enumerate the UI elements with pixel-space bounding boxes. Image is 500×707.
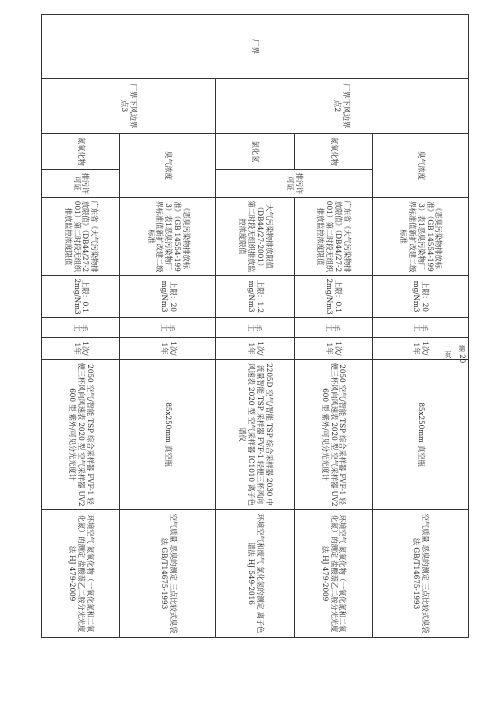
- frequency-cell: 1次/1年: [372, 338, 468, 360]
- location-cell: 厂界: [42, 15, 469, 79]
- rotated-table-wrapper: [41, 14, 469, 637]
- pollutant-cell: 氯化氢: [216, 134, 294, 170]
- standard-cell: 大气污染物排放限值（DB44/27-2001）第二时段无组织排放监控浓度限值: [216, 198, 294, 276]
- frequency-cell: 1次/1年: [216, 338, 294, 360]
- limit-cell: 上限：20mg/Nm3: [372, 276, 468, 318]
- mode-cell: 手工: [42, 318, 120, 338]
- frequency-cell: 1次/1年: [42, 338, 120, 360]
- mode-cell: 手工: [372, 318, 468, 338]
- permit-cell: 排污许可证: [42, 170, 120, 198]
- equipment-cell: 2205D 空气/智能 TSP 综合采样器 2030 中流量智能 TSP 采样器 FVF-1 轻便三杯风向风速表 2020 型 空气采样器 IC1010 离子色谱仪: [216, 360, 294, 510]
- limit-cell: 上限：1.2mg/Nm3: [216, 276, 294, 318]
- page-number: 第 20 页: [444, 344, 466, 364]
- point-cell: 厂界下风边界点3: [42, 79, 216, 134]
- limit-cell: 上限：0.12mg/Nm3: [294, 276, 372, 318]
- limit-cell: 上限：0.12mg/Nm3: [42, 276, 120, 318]
- method-cell: 环境空气 氮氧化物（一氧化氮和二氧化氮）的测定 盐酸萘乙二胺分光光度法 HJ 479-2009: [294, 510, 372, 638]
- standard-cell: 《恶臭污染物排放标准》（GB 14554-1993）表1恶臭污染物厂界标准值新扩改建二级标准: [372, 198, 468, 276]
- equipment-cell: 85x250mm 真空瓶: [120, 360, 216, 510]
- point-cell: 厂界下风边界点2: [216, 79, 469, 134]
- frequency-cell: 1次/1年: [294, 338, 372, 360]
- method-cell: 空气质量 恶臭的测定 三点比较式臭袋法 GB/T14675-1993: [120, 510, 216, 638]
- mode-cell: 手工: [216, 318, 294, 338]
- monitoring-table: [41, 14, 469, 638]
- standard-cell: 《恶臭污染物排放标准》（GB 14554-1993）表1恶臭污染物厂界标准值新扩改建二级标准: [120, 198, 216, 276]
- table-row: [372, 15, 468, 638]
- table-row: [120, 15, 216, 638]
- method-cell: 空气质量 恶臭的测定 三点比较式臭袋法 GB/T14675-1993: [372, 510, 468, 638]
- frequency-cell: 1次/1年: [120, 338, 216, 360]
- mode-cell: 手工: [294, 318, 372, 338]
- pollutant-cell: 臭气浓度: [372, 134, 468, 198]
- pollutant-cell: 氮氧化物: [294, 134, 372, 170]
- pollutant-cell: 氮氧化物: [42, 134, 120, 170]
- permit-cell: 排污许可证: [216, 170, 372, 198]
- limit-cell: 上限：20mg/Nm3: [120, 276, 216, 318]
- equipment-cell: 85x250mm 真空瓶: [372, 360, 468, 510]
- mode-cell: 手工: [120, 318, 216, 338]
- pollutant-cell: 臭气浓度: [120, 134, 216, 198]
- method-cell: 环境空气 氮氧化物（一氧化氮和二氧化氮）的测定 盐酸萘乙二胺分光光度法 HJ 479-2009: [42, 510, 120, 638]
- equipment-cell: 2050 空气/智能 TSP 综合采样器 FVF-1 轻便三杯风向风速表 2020 型 空气采样器 UV2600 型 紫外/可见分光光度计: [294, 360, 372, 510]
- standard-cell: 广东省《大气污染物排放限值》（DB44/27-2001）第二时段无组织排放监控浓度限值: [42, 198, 120, 276]
- equipment-cell: 2050 空气/智能 TSP 综合采样器 FVF-1 轻便三杯风向风速表 2020 型 空气采样器 UV2600 型 紫外/可见分光光度计: [42, 360, 120, 510]
- standard-cell: 广东省《大气污染物排放限值》（DB44/27-2001）第二时段无组织排放监控浓度限值: [294, 198, 372, 276]
- method-cell: 环境空气和废气 氯化氢的测定 离子色谱法 HJ 549-2016: [216, 510, 294, 638]
